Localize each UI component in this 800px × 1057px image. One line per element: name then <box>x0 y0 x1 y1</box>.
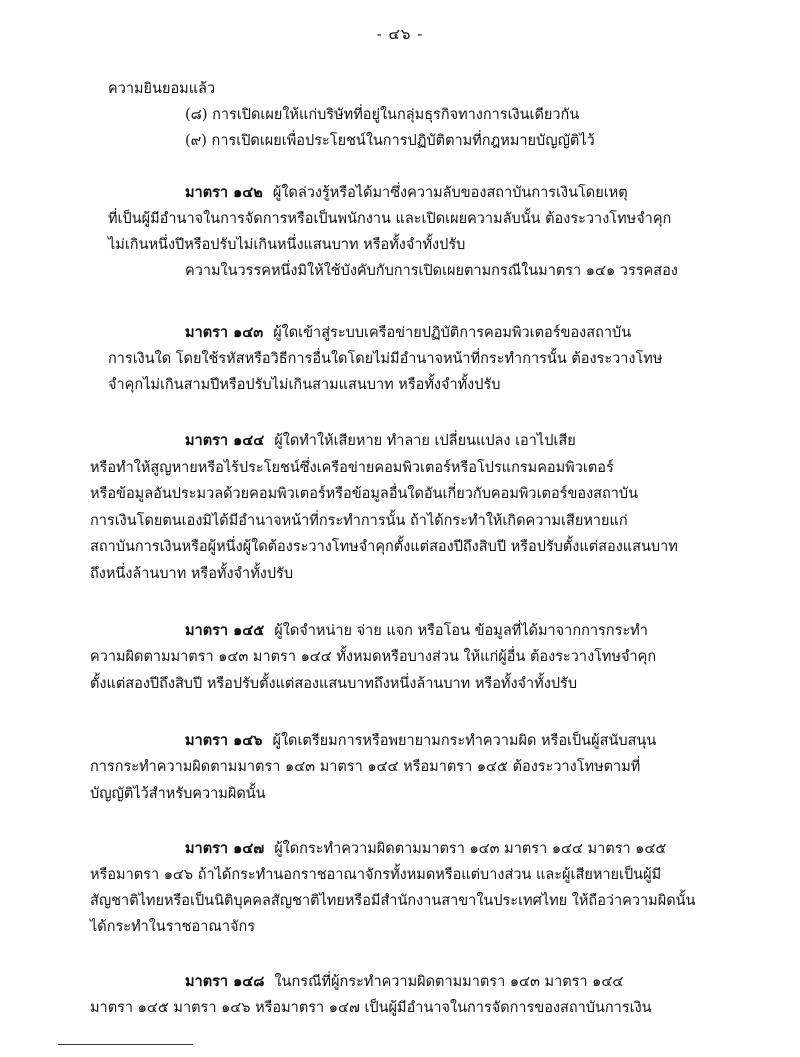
text-line <box>185 129 595 152</box>
line-text: ความผิดตามมาตรา ๑๔๓ มาตรา ๑๔๔ ทั้งหมดหรือบางส่วน ให้แก่ผู้อื่น ต้องระวางโทษจำคุก <box>90 649 657 665</box>
line-text: ที่เป็นผู้มีอำนาจในการจัดการหรือเป็นพนักงาน และเปิดเผยความลับนั้น ต้องระวางโทษจำคุก <box>108 211 672 227</box>
line-text: สถาบันการเงินหรือผู้หนึ่งผู้ใดต้องระวางโทษจำคุกตั้งแต่สองปีถึงสิบปี หรือปรับตั้งแต่สองแสนบาท <box>90 539 678 555</box>
line-text: (๘) การเปิดเผยให้แก่บริษัทที่อยู่ในกลุ่มธุรกิจทางการเงินเดียวกัน <box>185 107 580 123</box>
text-line <box>185 837 666 860</box>
line-text: หรือมาตรา ๑๔๖ ถ้าได้กระทำนอกราชอาณาจักรทั้งหมดหรือแต่บางส่วน และผู้เสียหายเป็นผู้มี <box>90 867 662 883</box>
line-text: ผู้ใดทำให้เสียหาย ทำลาย เปลี่ยนแปลง เอาไปเสีย <box>274 433 576 449</box>
line-text: ความในวรรคหนึ่งมิให้ใช้บังคับกับการเปิดเผยตามกรณีในมาตรา ๑๔๑ วรรคสอง <box>185 263 678 279</box>
line-text: มาตรา ๑๔๕ มาตรา ๑๔๖ หรือมาตรา ๑๔๗ เป็นผู้มีอำนาจในการจัดการของสถาบันการเงิน <box>90 1000 652 1016</box>
line-text: ความยินยอมแล้ว <box>108 81 216 97</box>
line-text: ได้กระทำในราชอาณาจักร <box>90 919 256 935</box>
line-text: ผู้ใดจำหน่าย จ่าย แจก หรือโอน ข้อมูลที่ได้มาจากการกระทำ <box>274 623 648 639</box>
text-line <box>108 373 500 396</box>
line-text: หรือทำให้สูญหายหรือไร้ประโยชน์ซึ่งเครือข่ายคอมพิวเตอร์หรือโปรแกรมคอมพิวเตอร์ <box>90 460 614 476</box>
text-line <box>108 77 215 100</box>
text-line <box>90 782 266 805</box>
text-line <box>90 889 695 912</box>
text-line <box>90 915 255 938</box>
line-text: (๙) การเปิดเผยเพื่อประโยชน์ในการปฏิบัติตามที่กฎหมายบัญญัติไว้ <box>185 133 595 149</box>
line-text: ผู้ใดเข้าสู่ระบบเครือข่ายปฏิบัติการคอมพิวเตอร์ของสถาบัน <box>273 325 632 341</box>
text-line <box>90 535 678 558</box>
text-line <box>185 103 579 126</box>
line-text: ผู้ใดล่วงรู้หรือได้มาซึ่งความลับของสถาบันการเงินโดยเหตุ <box>272 185 628 201</box>
text-line <box>90 509 628 532</box>
text-line <box>185 181 628 204</box>
line-text: ผู้ใดเตรียมการหรือพยายามกระทำความผิด หรือเป็นผู้สนับสนุน <box>272 733 657 749</box>
line-text: ถึงหนึ่งล้านบาท หรือทั้งจำทั้งปรับ <box>90 566 294 582</box>
section-label: มาตรา ๑๔๒ <box>185 184 263 201</box>
line-text: ในกรณีที่ผู้กระทำความผิดตามมาตรา ๑๔๓ มาตรา ๑๔๔ <box>274 974 624 990</box>
text-line <box>185 729 656 752</box>
section-label: มาตรา ๑๔๔ <box>185 432 265 449</box>
line-text: การกระทำความผิดตามมาตรา ๑๔๓ มาตรา ๑๔๔ หรือมาตรา ๑๔๕ ต้องระวางโทษตามที่ <box>90 759 641 775</box>
text-line <box>185 429 576 452</box>
line-text: หรือข้อมูลอันประมวลด้วยคอมพิวเตอร์หรือข้อมูลอื่นใดอันเกี่ยวกับคอมพิวเตอร์ของสถาบัน <box>90 486 639 502</box>
section-label: มาตรา ๑๔๖ <box>185 732 263 749</box>
section-label: มาตรา ๑๔๘ <box>185 973 265 990</box>
text-line <box>90 482 638 505</box>
text-line <box>108 233 465 256</box>
line-text: การเงินโดยตนเองมิได้มีอำนาจหน้าที่กระทำการนั้น ถ้าได้กระทำให้เกิดความเสียหายแก่ <box>90 513 628 529</box>
footer-rule <box>58 1044 193 1045</box>
text-line <box>185 619 648 642</box>
text-line <box>90 755 640 778</box>
section-label: มาตรา ๑๔๗ <box>185 840 265 857</box>
text-line <box>90 863 661 886</box>
text-line <box>108 207 671 230</box>
text-line <box>90 645 656 668</box>
line-text: ตั้งแต่สองปีถึงสิบปี หรือปรับตั้งแต่สองแสนบาทถึงหนึ่งล้านบาท หรือทั้งจำทั้งปรับ <box>90 676 578 692</box>
line-text: การเงินใด โดยใช้รหัสหรือวิธีการอื่นใดโดยไม่มีอำนาจหน้าที่กระทำการนั้น ต้องระวางโทษ <box>108 351 663 367</box>
page-number: - ๔๖ - <box>376 25 424 43</box>
section-label: มาตรา ๑๔๓ <box>185 324 264 341</box>
text-line <box>90 672 577 695</box>
text-line <box>90 562 293 585</box>
line-text: สัญชาติไทยหรือเป็นนิติบุคคลสัญชาติไทยหรือมีสำนักงานสาขาในประเทศไทย ให้ถือว่าความผิดนั้น <box>90 893 696 909</box>
text-line <box>185 970 623 993</box>
line-text: ไม่เกินหนึ่งปีหรือปรับไม่เกินหนึ่งแสนบาท หรือทั้งจำทั้งปรับ <box>108 237 466 253</box>
line-text: จำคุกไม่เกินสามปีหรือปรับไม่เกินสามแสนบาท หรือทั้งจำทั้งปรับ <box>108 377 501 393</box>
text-line <box>90 996 652 1019</box>
text-line <box>90 456 614 479</box>
text-line <box>185 321 631 344</box>
line-text: บัญญัติไว้สำหรับความผิดนั้น <box>90 786 266 802</box>
text-line <box>185 259 678 282</box>
section-label: มาตรา ๑๔๕ <box>185 622 265 639</box>
text-line <box>108 347 662 370</box>
line-text: ผู้ใดกระทำความผิดตามมาตรา ๑๔๓ มาตรา ๑๔๔ มาตรา ๑๔๕ <box>274 841 667 857</box>
